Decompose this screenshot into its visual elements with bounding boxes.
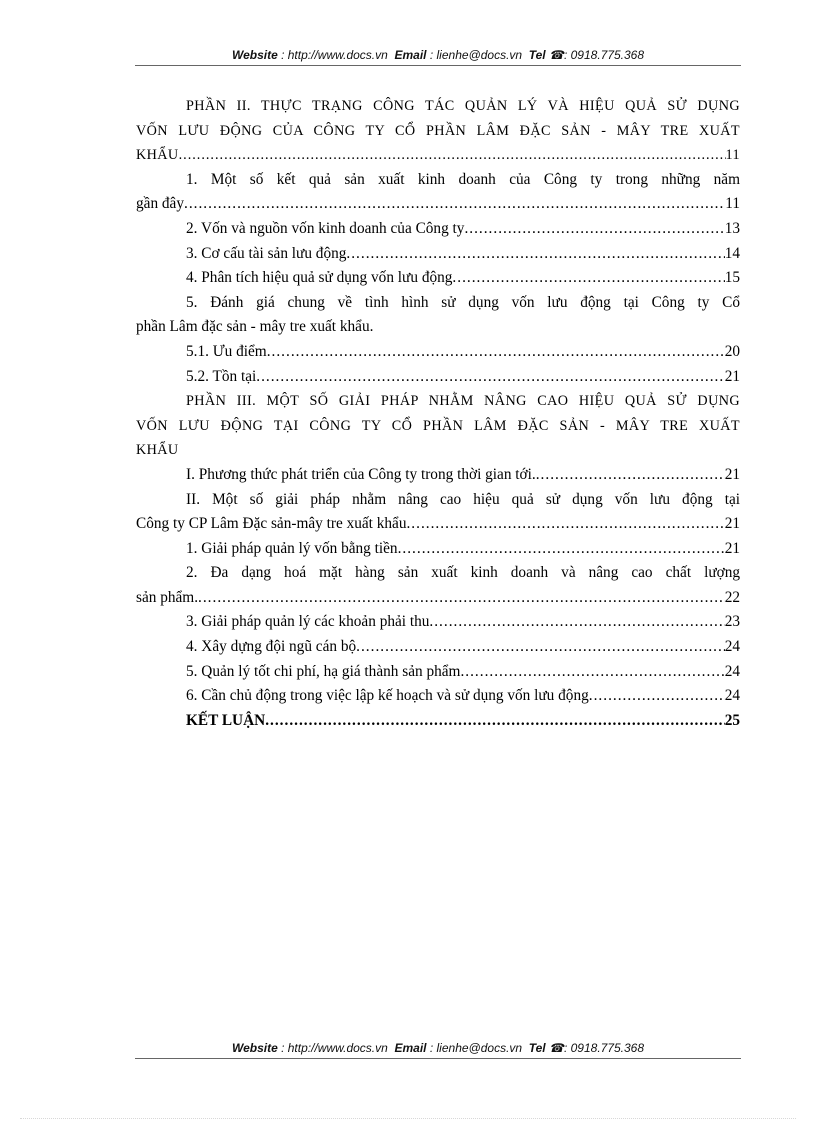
toc-g2-line2[interactable]: sản phẩm. ..... 22 [136,586,740,611]
toc-g4[interactable]: 4. Xây dựng đội ngũ cán bộ ..... 24 [136,635,740,660]
toc-page-number: 21 [724,515,740,533]
toc-s3[interactable]: 3. Cơ cấu tài sản lưu động ..... 14 [136,242,740,267]
toc-s5-line1[interactable]: 5. Đánh giá chung về tình hình sử dụng vốn lưu động tại Công ty Cổ [186,293,740,311]
toc-g6[interactable]: 6. Cần chủ động trong việc lập kế hoạch và sử dụng vốn lưu động ..... 24 [136,684,740,709]
phone-icon: ☎ [549,48,564,62]
page-footer [135,1041,741,1059]
toc-g2-line1[interactable]: 2. Đa dạng hoá mặt hàng sản xuất kinh doanh và nâng cao chất lượng [186,564,740,582]
toc-page-number: 22 [724,588,740,606]
toc-g5[interactable]: 5. Quản lý tốt chi phí, hạ giá thành sản phẩm ..... 24 [136,660,740,685]
toc-page-number: 21 [724,367,740,385]
header-website-value[interactable]: : http://www.docs.vn [281,48,388,62]
toc-page-number: 25 [724,711,740,729]
toc-page-number: 24 [724,638,740,656]
toc-part3-line3[interactable]: KHẨU [136,442,179,459]
page-header [135,48,741,66]
toc-s51[interactable]: 5.1. Ưu điểm ..... 20 [136,340,740,365]
footer-tel-value: : 0918.775.368 [563,1041,645,1055]
footer-website-value[interactable]: : http://www.docs.vn [281,1041,388,1055]
toc-s2[interactable]: 2. Vốn và nguồn vốn kinh doanh của Công ty ..... 13 [136,217,740,242]
footer-tel-label: Tel [528,1041,546,1055]
toc-page-number: 13 [724,219,740,237]
toc-page-number: 11 [725,195,740,213]
header-website-label: Website [231,48,278,62]
table-of-contents [136,94,740,733]
toc-conclusion[interactable]: KẾT LUẬN ..... 25 [136,709,740,734]
phone-icon: ☎ [549,1041,564,1055]
toc-g3[interactable]: 3. Giải pháp quản lý các khoản phải thu ..... 23 [136,610,740,635]
toc-page-number: 14 [724,244,740,262]
toc-part3-line1[interactable]: PHẦN III. MỘT SỐ GIẢI PHÁP NHẰM NÂNG CAO HIỆU QUẢ SỬ DỤNG [186,393,740,410]
footer-email-value[interactable]: : lienhe@docs.vn [429,1041,523,1055]
toc-page-number: 24 [724,662,740,680]
toc-s4[interactable]: 4. Phân tích hiệu quả sử dụng vốn lưu động ..... 15 [136,266,740,291]
toc-page-number: 24 [724,687,740,705]
toc-page-number: 15 [724,269,740,287]
toc-page-number: 21 [724,465,740,483]
toc-part2-line3[interactable]: KHẨU ..... 11 [136,143,740,168]
toc-s1-line2[interactable]: gần đây ..... 11 [136,192,740,217]
toc-part3-line2[interactable]: VỐN LƯU ĐỘNG TẠI CÔNG TY CỔ PHẦN LÂM ĐẶC SẢN - MÂY TRE XUẤT [136,417,740,434]
toc-part2-line2[interactable]: VỐN LƯU ĐỘNG CỦA CÔNG TY CỔ PHẦN LÂM ĐẶC SẢN - MÂY TRE XUẤT [136,122,740,139]
header-tel-label: Tel [528,48,546,62]
toc-page-number: 23 [724,613,740,631]
header-email-value[interactable]: : lienhe@docs.vn [429,48,523,62]
toc-s5-line2[interactable]: phần Lâm đặc sản - mây tre xuất khẩu. [136,318,374,336]
toc-sII-line1[interactable]: II. Một số giải pháp nhằm nâng cao hiệu quả sử dụng vốn lưu động tại [186,490,740,508]
toc-page-number: 20 [724,342,740,360]
header-tel-value: : 0918.775.368 [563,48,645,62]
footer-website-label: Website [231,1041,278,1055]
toc-page-number: 21 [724,539,740,557]
toc-part2-line1[interactable]: PHẦN II. THỰC TRẠNG CÔNG TÁC QUẢN LÝ VÀ HIỆU QUẢ SỬ DỤNG [186,98,740,114]
toc-page-number: 11 [725,147,740,164]
header-email-label: Email [394,48,427,62]
footer-email-label: Email [394,1041,427,1055]
toc-s52[interactable]: 5.2. Tồn tại ..... 21 [136,365,740,390]
toc-sII-line2[interactable]: Công ty CP Lâm Đặc sản-mây tre xuất khẩu ..... 21 [136,512,740,537]
page-edge-divider [20,1118,796,1119]
toc-g1[interactable]: 1. Giải pháp quản lý vốn bằng tiền ..... 21 [136,537,740,562]
toc-s1-line1[interactable]: 1. Một số kết quả sản xuất kinh doanh của Công ty trong những năm [186,170,740,188]
toc-sI[interactable]: I. Phương thức phát triển của Công ty trong thời gian tới. ..... 21 [136,463,740,488]
